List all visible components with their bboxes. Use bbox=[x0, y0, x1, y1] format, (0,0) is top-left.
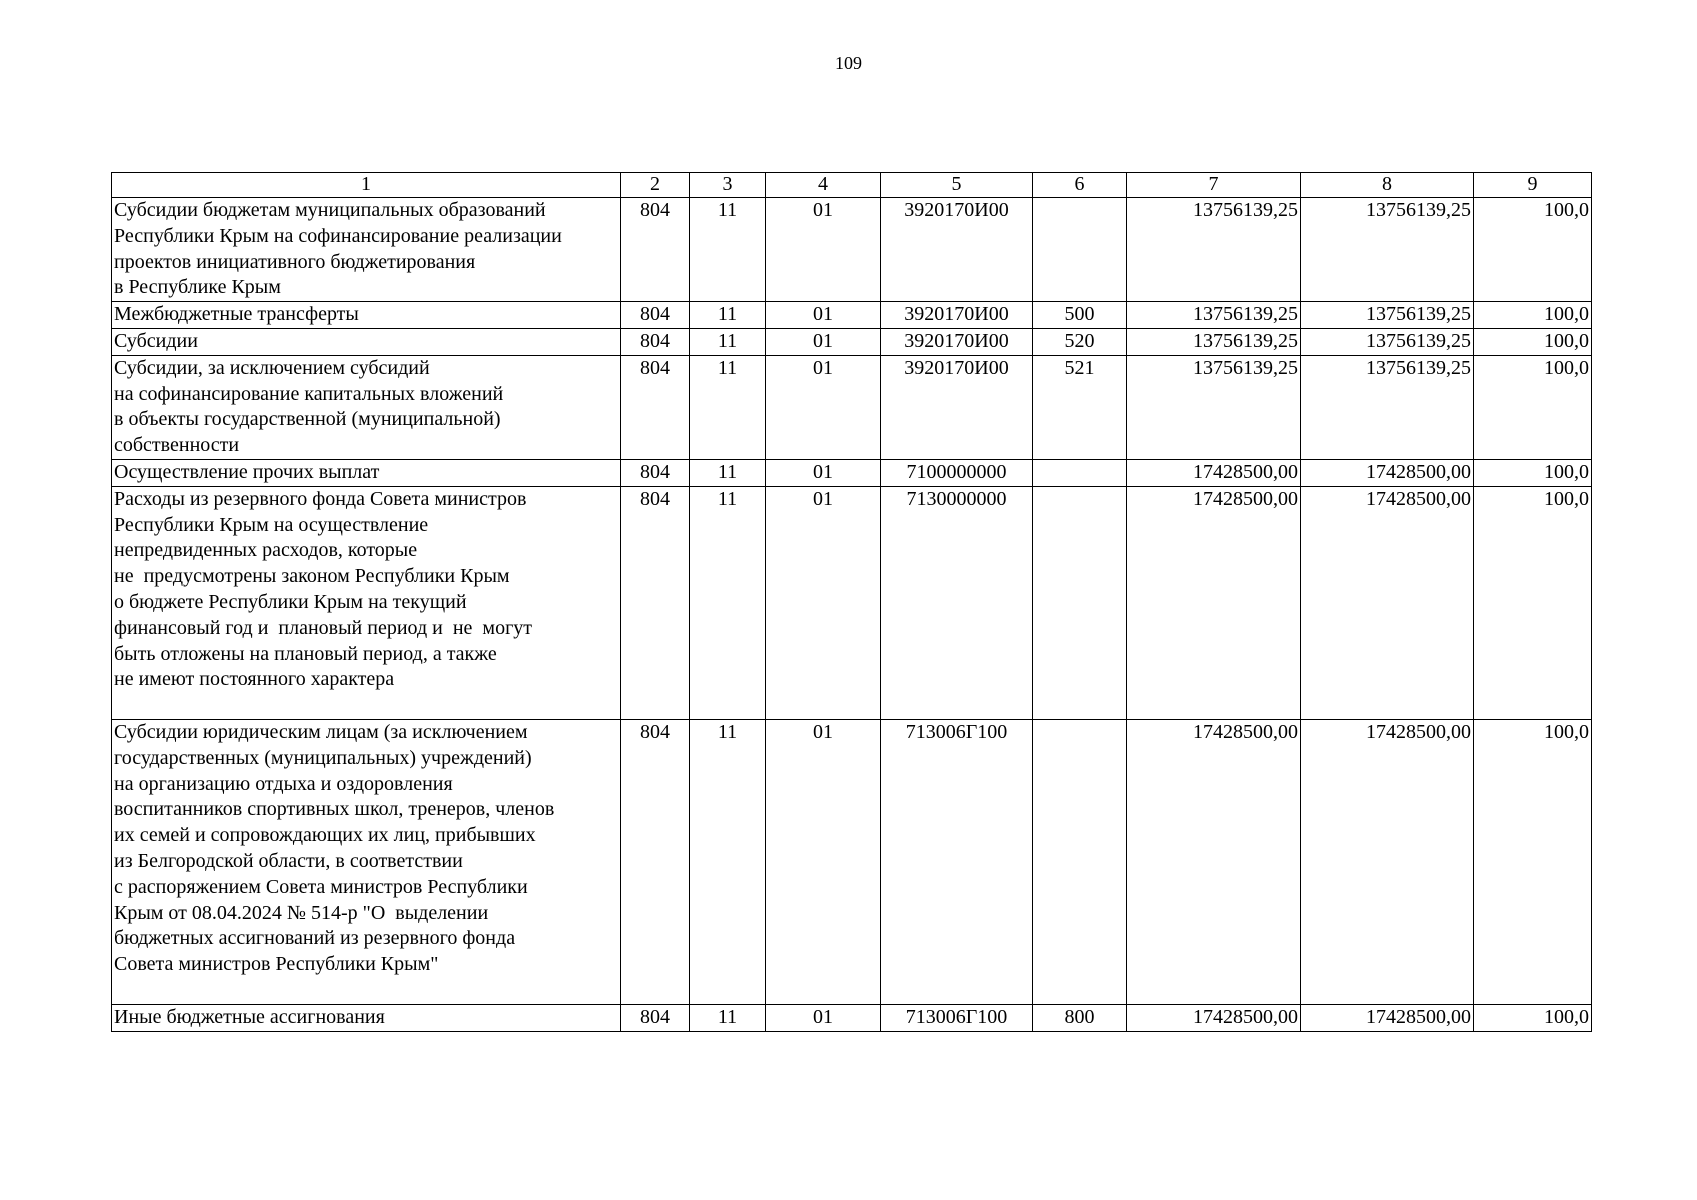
cell-section-code: 804 bbox=[621, 328, 690, 355]
row-name-line: в Республике Крым bbox=[114, 276, 281, 299]
cell-chapter-code: 11 bbox=[690, 459, 766, 486]
cell-subchapter-code: 01 bbox=[766, 719, 881, 1004]
column-header: 9 bbox=[1474, 173, 1592, 198]
table-row bbox=[112, 328, 1592, 355]
cell-target-code: 3920170И00 bbox=[881, 355, 1033, 459]
table-row bbox=[112, 302, 1592, 329]
cell-target-code: 3920170И00 bbox=[881, 198, 1033, 302]
cell-planned-amount: 13756139,25 bbox=[1127, 355, 1301, 459]
row-name-line: с распоряжением Совета министров Республики bbox=[114, 875, 528, 898]
page-number: 109 bbox=[835, 53, 862, 73]
cell-subchapter-code: 01 bbox=[766, 328, 881, 355]
cell-expense-type: 521 bbox=[1033, 355, 1127, 459]
row-name-line: собственности bbox=[114, 434, 240, 457]
cell-expense-type: 500 bbox=[1033, 302, 1127, 329]
row-name-line: Субсидии bbox=[114, 329, 198, 352]
row-name-line: Субсидии бюджетам муниципальных образований bbox=[114, 199, 546, 221]
row-name-line: их семей и сопровождающих их лиц, прибывших bbox=[114, 824, 536, 847]
cell-executed-amount: 17428500,00 bbox=[1301, 459, 1474, 486]
cell-executed-amount: 17428500,00 bbox=[1301, 486, 1474, 719]
row-name bbox=[112, 719, 621, 1004]
row-name-line: Межбюджетные трансферты bbox=[114, 303, 359, 326]
row-name bbox=[112, 355, 621, 459]
column-header: 1 bbox=[112, 173, 621, 198]
table-row bbox=[112, 459, 1592, 486]
row-name-line: не имеют постоянного характера bbox=[114, 668, 395, 691]
cell-planned-amount: 17428500,00 bbox=[1127, 459, 1301, 486]
cell-target-code: 7130000000 bbox=[881, 486, 1033, 719]
cell-planned-amount: 17428500,00 bbox=[1127, 486, 1301, 719]
cell-percent: 100,0 bbox=[1474, 1004, 1592, 1031]
header-row bbox=[112, 173, 1592, 198]
cell-executed-amount: 17428500,00 bbox=[1301, 1004, 1474, 1031]
cell-planned-amount: 17428500,00 bbox=[1127, 719, 1301, 1004]
row-name-line: Осуществление прочих выплат bbox=[114, 460, 380, 483]
row-name-line: Расходы из резервного фонда Совета министров bbox=[114, 487, 527, 510]
row-name-line: финансовый год и плановый период и не могут bbox=[114, 616, 533, 639]
cell-chapter-code: 11 bbox=[690, 198, 766, 302]
cell-section-code: 804 bbox=[621, 719, 690, 1004]
cell-subchapter-code: 01 bbox=[766, 486, 881, 719]
row-name bbox=[112, 1004, 621, 1031]
cell-executed-amount: 13756139,25 bbox=[1301, 355, 1474, 459]
table-body bbox=[112, 198, 1592, 1032]
row-name-line: Иные бюджетные ассигнования bbox=[114, 1005, 385, 1028]
cell-expense-type bbox=[1033, 198, 1127, 302]
cell-planned-amount: 17428500,00 bbox=[1127, 1004, 1301, 1031]
row-name-line: о бюджете Республики Крым на текущий bbox=[114, 590, 467, 613]
cell-section-code: 804 bbox=[621, 198, 690, 302]
cell-expense-type bbox=[1033, 486, 1127, 719]
cell-executed-amount: 17428500,00 bbox=[1301, 719, 1474, 1004]
cell-planned-amount: 13756139,25 bbox=[1127, 328, 1301, 355]
table-row bbox=[112, 355, 1592, 459]
row-name-line: Республики Крым на осуществление bbox=[114, 513, 429, 536]
cell-chapter-code: 11 bbox=[690, 486, 766, 719]
row-name-line: Республики Крым на софинансирование реализации bbox=[114, 224, 562, 247]
cell-section-code: 804 bbox=[621, 486, 690, 719]
row-name bbox=[112, 198, 621, 302]
table-row bbox=[112, 1004, 1592, 1031]
row-name-line: Субсидии, за исключением субсидий bbox=[114, 356, 430, 379]
row-name-line bbox=[114, 693, 618, 719]
row-name-line: Совета министров Республики Крым" bbox=[114, 953, 439, 976]
cell-percent: 100,0 bbox=[1474, 328, 1592, 355]
row-name-line: на софинансирование капитальных вложений bbox=[114, 382, 504, 405]
cell-section-code: 804 bbox=[621, 355, 690, 459]
cell-chapter-code: 11 bbox=[690, 1004, 766, 1031]
cell-executed-amount: 13756139,25 bbox=[1301, 328, 1474, 355]
row-name-line: быть отложены на плановый период, а также bbox=[114, 642, 497, 665]
cell-chapter-code: 11 bbox=[690, 328, 766, 355]
cell-expense-type bbox=[1033, 719, 1127, 1004]
cell-chapter-code: 11 bbox=[690, 719, 766, 1004]
column-header: 5 bbox=[881, 173, 1033, 198]
row-name-line: проектов инициативного бюджетирования bbox=[114, 250, 476, 273]
cell-executed-amount: 13756139,25 bbox=[1301, 302, 1474, 329]
column-header: 2 bbox=[621, 173, 690, 198]
row-name-line: государственных (муниципальных) учреждений) bbox=[114, 746, 532, 769]
cell-section-code: 804 bbox=[621, 459, 690, 486]
row-name bbox=[112, 328, 621, 355]
cell-target-code: 7100000000 bbox=[881, 459, 1033, 486]
column-header: 3 bbox=[690, 173, 766, 198]
cell-expense-type: 520 bbox=[1033, 328, 1127, 355]
cell-subchapter-code: 01 bbox=[766, 459, 881, 486]
cell-percent: 100,0 bbox=[1474, 459, 1592, 486]
cell-chapter-code: 11 bbox=[690, 355, 766, 459]
cell-target-code: 3920170И00 bbox=[881, 302, 1033, 329]
column-header: 7 bbox=[1127, 173, 1301, 198]
cell-percent: 100,0 bbox=[1474, 486, 1592, 719]
row-name bbox=[112, 486, 621, 719]
row-name-line: Субсидии юридическим лицам (за исключением bbox=[114, 720, 528, 743]
cell-percent: 100,0 bbox=[1474, 302, 1592, 329]
cell-percent: 100,0 bbox=[1474, 198, 1592, 302]
row-name-line: Крым от 08.04.2024 № 514-р "О выделении bbox=[114, 901, 489, 924]
row-name bbox=[112, 302, 621, 329]
cell-section-code: 804 bbox=[621, 302, 690, 329]
cell-planned-amount: 13756139,25 bbox=[1127, 198, 1301, 302]
row-name-line: непредвиденных расходов, которые bbox=[114, 539, 418, 562]
row-name-line: на организацию отдыха и оздоровления bbox=[114, 772, 453, 795]
cell-target-code: 713006Г100 bbox=[881, 719, 1033, 1004]
row-name-line: в объекты государственной (муниципальной) bbox=[114, 408, 501, 431]
cell-subchapter-code: 01 bbox=[766, 1004, 881, 1031]
cell-expense-type bbox=[1033, 459, 1127, 486]
row-name-line: бюджетных ассигнований из резервного фонда bbox=[114, 927, 516, 950]
row-name-line: из Белгородской области, в соответствии bbox=[114, 849, 463, 872]
cell-executed-amount: 13756139,25 bbox=[1301, 198, 1474, 302]
cell-subchapter-code: 01 bbox=[766, 198, 881, 302]
column-header: 6 bbox=[1033, 173, 1127, 198]
budget-table bbox=[111, 172, 1592, 1032]
cell-subchapter-code: 01 bbox=[766, 355, 881, 459]
cell-expense-type: 800 bbox=[1033, 1004, 1127, 1031]
cell-planned-amount: 13756139,25 bbox=[1127, 302, 1301, 329]
cell-subchapter-code: 01 bbox=[766, 302, 881, 329]
column-header: 8 bbox=[1301, 173, 1474, 198]
row-name-line bbox=[114, 978, 618, 1004]
cell-percent: 100,0 bbox=[1474, 355, 1592, 459]
cell-target-code: 713006Г100 bbox=[881, 1004, 1033, 1031]
row-name bbox=[112, 459, 621, 486]
cell-section-code: 804 bbox=[621, 1004, 690, 1031]
cell-target-code: 3920170И00 bbox=[881, 328, 1033, 355]
table-row bbox=[112, 198, 1592, 302]
column-header: 4 bbox=[766, 173, 881, 198]
cell-percent: 100,0 bbox=[1474, 719, 1592, 1004]
table-row bbox=[112, 719, 1592, 1004]
cell-chapter-code: 11 bbox=[690, 302, 766, 329]
row-name-line: не предусмотрены законом Республики Крым bbox=[114, 565, 510, 588]
table-row bbox=[112, 486, 1592, 719]
row-name-line: воспитанников спортивных школ, тренеров, членов bbox=[114, 798, 555, 821]
